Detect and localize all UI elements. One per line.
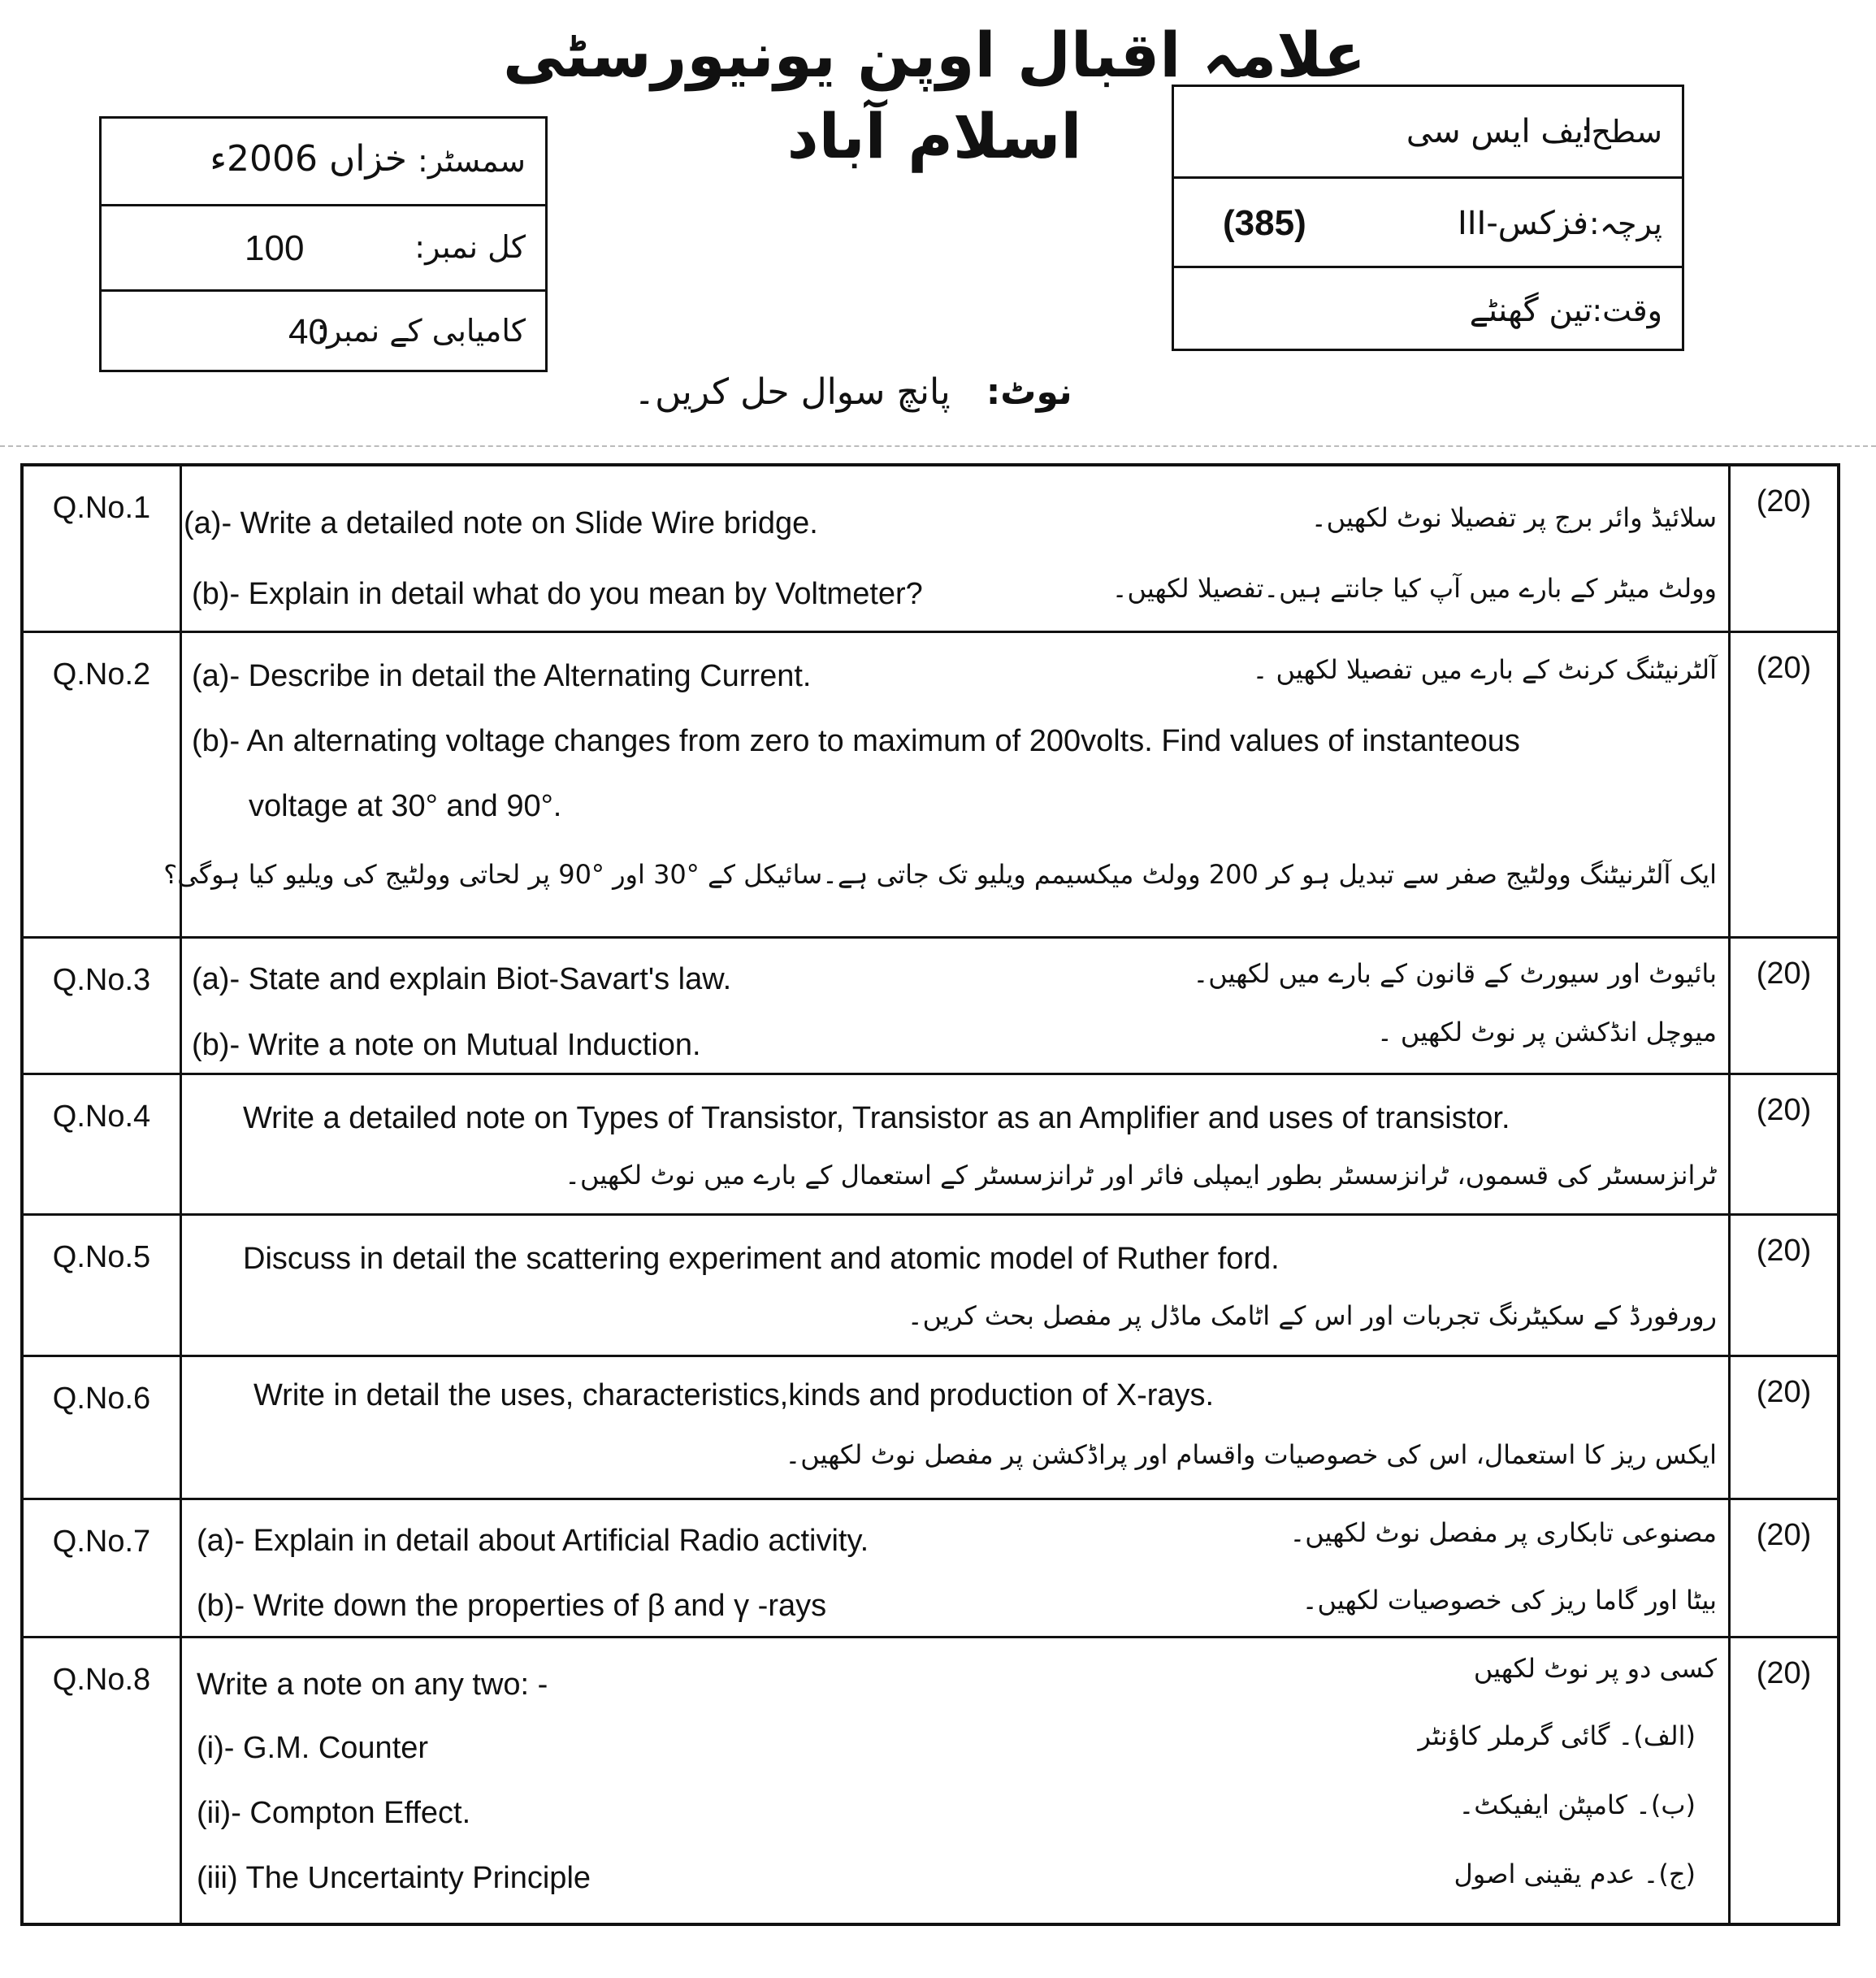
question-text-en: (a)- Explain in detail about Artificial Radio activity.	[197, 1524, 869, 1558]
time-label: وقت:	[1592, 293, 1662, 328]
question-marks: (20)	[1728, 1638, 1837, 1923]
question-marks: (20)	[1728, 1357, 1837, 1498]
question-row-2	[24, 631, 1837, 936]
question-number: Q.No.4	[24, 1075, 182, 1213]
note-label: نوٹ:	[986, 371, 1072, 413]
question-text-ur: ٹرانزسسٹر کی قسموں، ٹرانزسسٹر بطور ایمپلی فائر اور ٹرانزسسٹر کے استعمال کے بارے میں نوٹ لکھیں۔	[565, 1160, 1717, 1191]
question-text-en: (b)- Explain in detail what do you mean by Voltmeter?	[192, 577, 923, 611]
paper-value: فزکس-III	[1457, 205, 1588, 242]
question-text-en: Write a detailed note on Types of Transistor, Transistor as an Amplifier and uses of transistor.	[243, 1101, 1510, 1135]
paper-label: پرچہ:	[1588, 206, 1662, 241]
question-text-en: (a)- Write a detailed note on Slide Wire bridge.	[184, 506, 818, 540]
question-body	[182, 1075, 1728, 1213]
instructions-note	[487, 364, 1219, 421]
total-marks-row	[102, 204, 545, 289]
question-row-8	[24, 1636, 1837, 1923]
question-text-ur: وولٹ میٹر کے بارے میں آپ کیا جانتے ہیں۔تفصیلا لکھیں۔	[1111, 573, 1717, 604]
time-row	[1174, 266, 1682, 349]
question-row-1	[24, 466, 1837, 631]
level-value: ایف ایس سی	[1406, 113, 1592, 150]
question-text-ur: مصنوعی تابکاری پر مفصل نوٹ لکھیں۔	[1289, 1517, 1717, 1548]
question-number: Q.No.1	[24, 466, 182, 631]
total-marks-value: 100	[245, 228, 305, 268]
question-marks: (20)	[1728, 466, 1837, 631]
question-marks: (20)	[1728, 939, 1837, 1073]
question-text-en: (b)- Write down the properties of β and γ -rays	[197, 1589, 827, 1623]
question-text-ur: آلٹرنیٹنگ کرنٹ کے بارے میں تفصیلا لکھیں ۔	[1252, 654, 1717, 685]
question-text-en: voltage at 30° and 90°.	[249, 789, 562, 823]
question-body	[182, 1216, 1728, 1355]
pass-marks-value: 40	[288, 312, 328, 352]
question-text-ur: (ب)۔ کامپٹن ایفیکٹ۔	[1458, 1789, 1696, 1820]
semester-label: سمسٹر:	[418, 143, 526, 179]
question-row-4	[24, 1073, 1837, 1213]
question-row-3	[24, 936, 1837, 1073]
pass-marks-label: کامیابی کے نمبر:	[316, 313, 526, 349]
question-body	[182, 466, 1728, 631]
question-number: Q.No.8	[24, 1638, 182, 1923]
question-body	[182, 1638, 1728, 1923]
question-marks: (20)	[1728, 1500, 1837, 1636]
question-text-ur: (الف)۔ گائی گرملر کاؤنٹر	[1418, 1720, 1696, 1751]
question-text-en: Write a note on any two: -	[197, 1668, 548, 1702]
question-body	[182, 1500, 1728, 1636]
question-text-en: (b)- Write a note on Mutual Induction.	[192, 1028, 701, 1062]
questions-table	[20, 463, 1840, 1926]
question-text-ur: بیٹا اور گاما ریز کی خصوصیات لکھیں۔	[1302, 1585, 1717, 1616]
question-text-ur: ایکس ریز کا استعمال، اس کی خصوصیات واقسام اور پراڈکشن پر مفصل نوٹ لکھیں۔	[785, 1439, 1717, 1470]
question-marks: (20)	[1728, 1075, 1837, 1213]
question-row-6	[24, 1355, 1837, 1498]
total-marks-label: کل نمبر:	[414, 229, 526, 265]
level-row	[1174, 87, 1682, 176]
time-value: تین گھنٹے	[1469, 292, 1592, 329]
question-text-en: Write in detail the uses, characteristics,kinds and production of X-rays.	[253, 1378, 1215, 1412]
question-text-en: (a)- State and explain Biot-Savart's law.	[192, 962, 732, 996]
question-text-ur: (ج)۔ عدم یقینی اصول	[1454, 1859, 1696, 1889]
level-label: سطح:	[1580, 114, 1662, 150]
question-number: Q.No.3	[24, 939, 182, 1073]
question-text-ur: کسی دو پر نوٹ لکھیں	[1473, 1653, 1717, 1684]
page-divider	[0, 445, 1876, 447]
semester-value: خزاں 2006ء	[210, 138, 407, 180]
semester-row	[102, 119, 545, 204]
question-text-ur: بائیوٹ اور سیورٹ کے قانون کے بارے میں لکھیں۔	[1193, 958, 1717, 989]
question-row-5	[24, 1213, 1837, 1355]
question-number: Q.No.6	[24, 1357, 182, 1498]
question-text-en: (a)- Describe in detail the Alternating Current.	[192, 659, 812, 693]
question-text-en: (ii)- Compton Effect.	[197, 1796, 471, 1830]
question-number: Q.No.7	[24, 1500, 182, 1636]
paper-code: (385)	[1223, 203, 1306, 243]
question-number: Q.No.2	[24, 633, 182, 936]
question-text-ur: میوچل انڈکشن پر نوٹ لکھیں ۔	[1377, 1017, 1717, 1048]
question-body	[163, 633, 1728, 936]
paper-row	[1174, 176, 1682, 266]
exam-info-box-left	[99, 116, 548, 372]
question-text-ur: ایک آلٹرنیٹنگ وولٹیج صفر سے تبدیل ہو کر 200 وولٹ میکسیمم ویلیو تک جاتی ہے۔سائیکل کے °30 اور °90 پر لحاتی وولٹیج کی ویلیو کیا ہوگی؟	[163, 859, 1717, 890]
question-body	[182, 939, 1728, 1073]
note-text: پانچ سوال حل کریں۔	[634, 371, 951, 413]
question-text-en: (iii) The Uncertainty Principle	[197, 1861, 591, 1895]
university-title: علامہ اقبال اوپن یونیورسٹی اسلام آباد	[503, 19, 1366, 172]
question-marks: (20)	[1728, 1216, 1837, 1355]
pass-marks-row	[102, 289, 545, 370]
question-number: Q.No.5	[24, 1216, 182, 1355]
question-text-en: (i)- G.M. Counter	[197, 1731, 429, 1765]
question-text-ur: سلائیڈ وائر برج پر تفصیلا نوٹ لکھیں۔	[1311, 502, 1717, 533]
question-body	[182, 1357, 1728, 1498]
question-row-7	[24, 1498, 1837, 1636]
question-text-en: Discuss in detail the scattering experiment and atomic model of Ruther ford.	[243, 1242, 1280, 1276]
question-text-en: (b)- An alternating voltage changes from zero to maximum of 200volts. Find values of instanteous	[192, 724, 1520, 758]
question-marks: (20)	[1728, 633, 1837, 936]
question-text-ur: رورفورڈ کے سکیٹرنگ تجربات اور اس کے اٹامک ماڈل پر مفصل بحث کریں۔	[907, 1300, 1717, 1331]
exam-info-box-right	[1172, 85, 1684, 351]
